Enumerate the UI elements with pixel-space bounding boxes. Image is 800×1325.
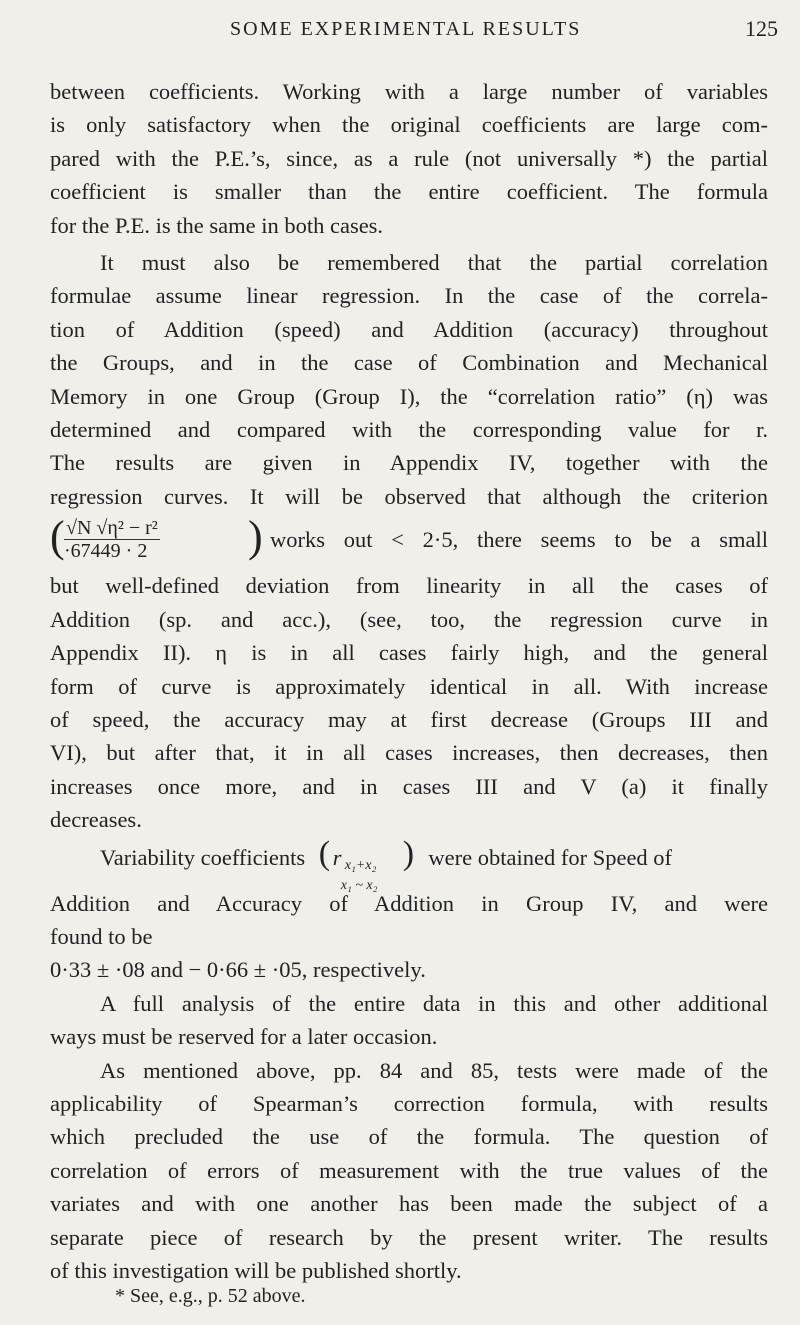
text-line: for the P.E. is the same in both cases.	[50, 212, 384, 238]
text-line: of speed, the accuracy may at first decrease (Groups III and	[50, 706, 768, 732]
text-line: is only satisfactory when the original coefficients are large com-	[50, 112, 768, 138]
running-head: SOME EXPERIMENTAL RESULTS	[230, 18, 582, 40]
text-line: Addition and Accuracy of Addition in Group IV, and were	[50, 890, 768, 916]
text-line: of this investigation will be published shortly.	[50, 1258, 462, 1283]
text-line: determined and compared with the corresponding value for r.	[50, 417, 768, 443]
text-line: pared with the P.E.’s, since, as a rule (not universally *) the partial	[50, 145, 768, 171]
paragraph-4	[50, 987, 768, 1054]
text-line: Memory in one Group (Group I), the “correlation ratio” (η) was	[50, 383, 768, 409]
text-line: separate piece of research by the present writer. The results	[50, 1224, 768, 1250]
paragraph-2	[50, 246, 768, 837]
text-line: variates and with one another has been made the subject of a	[50, 1191, 768, 1217]
footnote: * See, e.g., p. 52 above.	[115, 1285, 306, 1307]
left-paren: (	[50, 512, 65, 562]
fraction	[64, 517, 160, 562]
text-line: A full analysis of the entire data in this and other additional	[100, 990, 768, 1016]
text-line: the Groups, and in the case of Combination and Mechanical	[50, 350, 768, 376]
text-line: formulae assume linear regression. In the case of the correla-	[50, 283, 768, 309]
text-line: increases once more, and in cases III and V (a) it finally	[50, 773, 768, 799]
text-line: Appendix II). η is in all cases fairly high, and the general	[50, 640, 768, 666]
text-line: It must also be remembered that the partial correlation	[100, 250, 768, 276]
text-line: VI), but after that, it in all cases increases, then decreases, then	[50, 740, 768, 766]
text-line: which precluded the use of the formula. The question of	[50, 1124, 768, 1150]
fraction-denominator: ·67449 · 2	[64, 540, 148, 563]
text-line: Addition (sp. and acc.), (see, too, the regression curve in	[50, 606, 768, 632]
text-line: correlation of errors of measurement with the true values of the	[50, 1157, 768, 1183]
text-line: tion of Addition (speed) and Addition (accuracy) throughout	[50, 316, 768, 342]
paragraph-3	[50, 834, 768, 987]
variability-start: Variability coefficients	[100, 844, 306, 870]
page-number: 125	[745, 16, 778, 41]
variability-end: were obtained for Speed of	[428, 844, 673, 870]
text-line: between coefficients. Working with a large number of variables	[50, 79, 768, 104]
fraction-numerator: √N √η² − r²	[66, 517, 158, 540]
text-line: regression curves. It will be observed that although the criterion	[50, 483, 768, 509]
paragraph-5	[50, 1054, 768, 1288]
variability-symbol: ( r x₁+x₂ x₁ ~ x₂ )	[318, 834, 415, 893]
right-paren: )	[248, 512, 263, 562]
values-line: 0·33 ± ·08 and − 0·66 ± ·05, respectively.	[50, 957, 426, 983]
text-line: but well-defined deviation from linearity in all the cases of	[50, 573, 768, 599]
formula-continuation: works out < 2·5, there seems to be a small	[270, 527, 768, 553]
text-line: decreases.	[50, 807, 142, 833]
variability-line	[50, 834, 768, 893]
text-line: form of curve is approximately identical in all. With increase	[50, 673, 768, 699]
text-line: applicability of Spearman’s correction formula, with results	[50, 1090, 768, 1116]
paragraph-1	[50, 75, 768, 242]
text-line: As mentioned above, pp. 84 and 85, tests were made of the	[100, 1057, 768, 1083]
text-line: found to be	[50, 923, 153, 949]
page-header	[0, 12, 800, 48]
text-line: coefficient is smaller than the entire coefficient. The formula	[50, 179, 768, 205]
text-line: ways must be reserved for a later occasion.	[50, 1024, 438, 1050]
criterion-formula	[50, 513, 768, 569]
body-text	[50, 75, 768, 1287]
text-line: The results are given in Appendix IV, together with the	[50, 450, 768, 476]
